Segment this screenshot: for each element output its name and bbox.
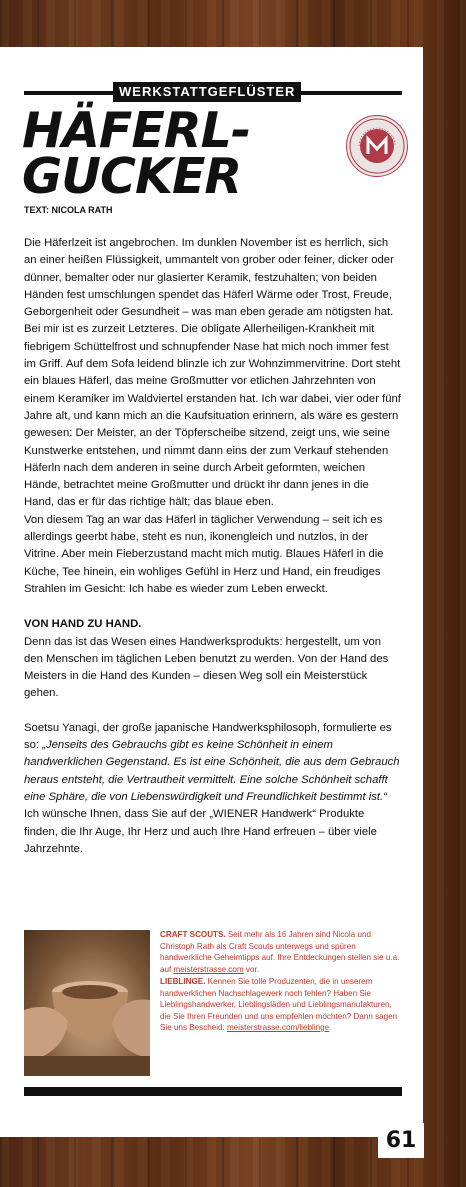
craft-scouts-note	[160, 929, 404, 975]
lieblinge-note	[160, 976, 404, 1034]
subheading: VON HAND ZU HAND.	[24, 618, 142, 631]
lieblinge-link[interactable]: meisterstrasse.com/lieblinge	[227, 1023, 330, 1032]
meisterstrasse-seal-logo	[346, 115, 408, 177]
craft-scouts-end: vor.	[243, 964, 259, 974]
paragraph: Von diesem Tag an war das Häferl in täglicher Verwendung – seit ich es allerdings geerbt habe, steht es nun, ikonengleich und nutzlos, in der Vitrine. Aber mein Fieberzustand macht mich mutig. Blaues Häferl in die Küche, Tee hinein, ein wohliges Gefühl in Herz und Hand, ein freudiges Strahlen im Gesicht: Ich habe es wieder zum Leben erweckt.	[24, 513, 384, 595]
paragraph: Bei mir ist es zurzeit Letzteres. Die obligate Allerheiligen-Krankheit mit fiebrigem Schüttelfrost und schnupfender Nase hat mich noch immer fest im Griff. Auf dem Sofa leidend blinzle ich zur Wohnzimmervitrine. Dort steht ein blaues Häferl, das meine Großmutter vor etlichen Jahrzehnten von einem Keramiker im Waldviertel erstanden hat. Ich war dabei, vier oder fünf Jahre alt, und kann mich an die Kaufsituation erinnern, als wäre es gestern gewesen: Der Meister, an der Töpferscheibe sitzend, zeigt uns, wie seine Kunstwerke entstehen, und nimmt dann eins der zum Verkauf stehenden Häferln nach dem anderen in seine durch Arbeit geformten, weichen Hände, betrachtet meine Großmutter und drückt ihr dann jenes in die Hand, das er für das richtige hält; das blaue eben.	[24, 323, 401, 509]
section-kicker: WERKSTATTGEFLÜSTER	[113, 82, 301, 102]
quote-intro: Soetsu Yanagi, der große japanische Handwerksphilosoph, formulierte es so:	[24, 721, 392, 752]
craft-scouts-text: Seit mehr als 16 Jahren sind Nicola und Christoph Rath als Craft Scouts unterwegs und spüren handwerkliche Geheimtipps auf. Ihre Entdeckungen stellen sie u.a. auf	[160, 930, 400, 974]
info-box	[160, 929, 404, 1034]
page-number: 61	[378, 1123, 424, 1158]
pottery-hands-photo	[24, 930, 150, 1076]
paragraph: Ich wünsche Ihnen, dass Sie auf der „WIENER Handwerk“ Produkte finden, die Ihr Auge, Ihr Herz und auch Ihre Hand erfreuen – über viele Jahrzehnte.	[24, 808, 377, 855]
meisterstrasse-link[interactable]: meisterstrasse.com	[173, 964, 244, 974]
bottom-rule	[24, 1087, 402, 1096]
headline-line-1: HÄFERL-	[22, 102, 251, 159]
quote-paragraph	[24, 720, 401, 806]
article-body	[24, 235, 401, 858]
craft-scouts-label: CRAFT SCOUTS.	[160, 930, 226, 939]
yanagi-quote: „Jenseits des Gebrauchs gibt es keine Schönheit in einem handwerklichen Gegenstand. Es ist eine Schönheit, die aus dem Gebrauch heraus entsteht, die Vertrautheit vermittelt. Eine solche Schönheit schafft eine Sphäre, die von Liebenswürdigkeit und Freundlichkeit bestimmt ist.“	[24, 739, 400, 803]
paragraph: Denn das ist das Wesen eines Handwerksprodukts: hergestellt, um von den Menschen im täglichen Leben benutzt zu werden. Von der Hand des Meisters in die Hand des Kunden – diesen Weg soll ein Meisterstück gehen.	[24, 635, 389, 700]
lieblinge-label: LIEBLINGE.	[160, 977, 206, 986]
headline	[22, 102, 251, 205]
byline: TEXT: NICOLA RATH	[24, 205, 113, 215]
headline-line-2: GUCKER	[22, 148, 242, 205]
paragraph: Die Häferlzeit ist angebrochen. Im dunklen November ist es herrlich, sich an einer heißen Flüssigkeit, ummantelt von grober oder feiner, dicker oder dünner, bemalter oder nur glasierter Keramik, festzuhalten; von beiden Händen fest umschlungen spendet das Häferl Wärme oder Trost, Freude, Geborgenheit oder Gesundheit – was man eben gerade am nötigsten hat.	[24, 237, 394, 319]
lieblinge-text: Kennen Sie tolle Produzenten, die in unserem handwerklichen Nachschlagewerk noch fehlen? Haben Sie Lieblingshandwerker, Lieblingsläden und Lieblingsmanufakturen, die Sie Ihren Freunden und uns empfehlen möchten? Dann sagen Sie uns Bescheid:	[160, 977, 398, 1032]
